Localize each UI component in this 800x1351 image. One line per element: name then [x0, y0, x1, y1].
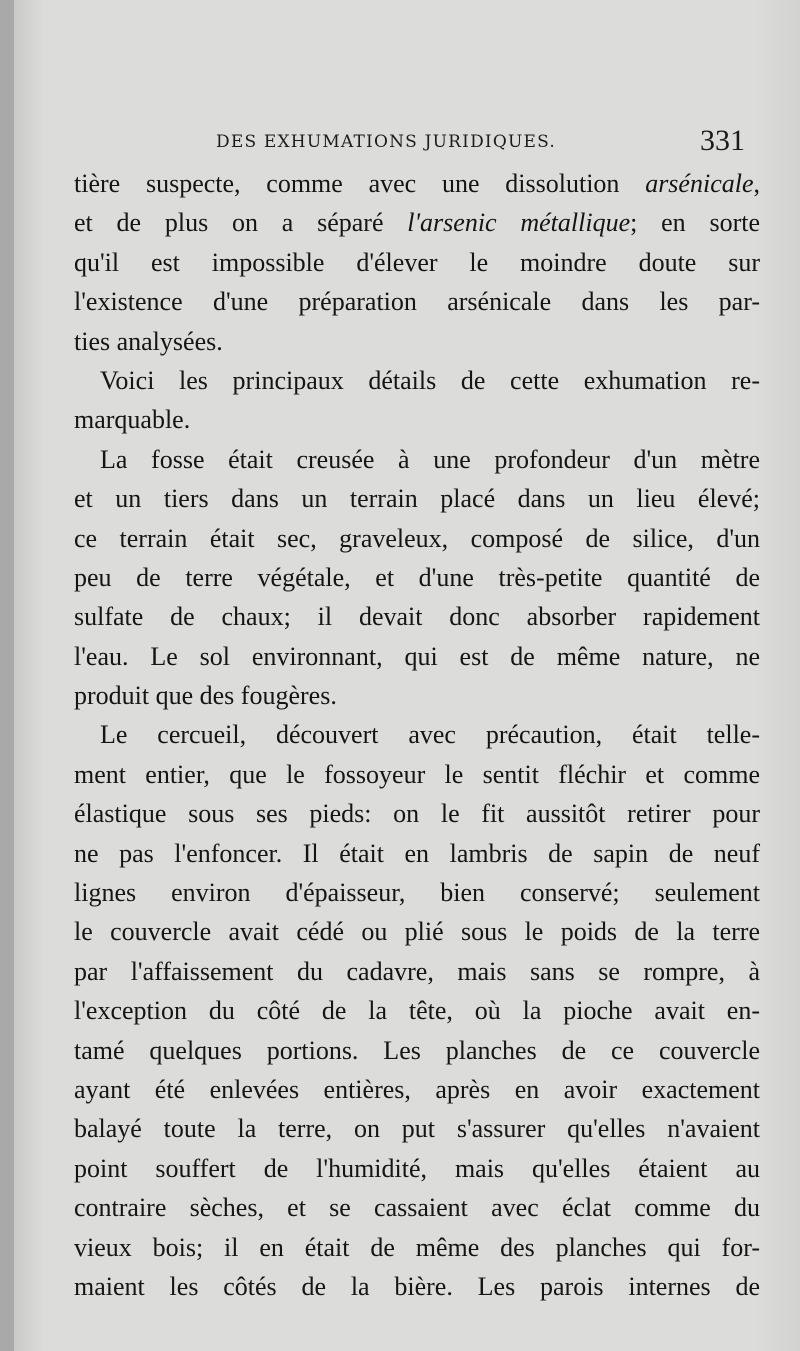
text-line: et un tiers dans un terrain placé dans un lieu élevé;: [74, 484, 760, 514]
text-line: l'existence d'une préparation arsénicale dans les par-: [74, 287, 760, 317]
text-line: marquable.: [74, 405, 191, 435]
text-line: ce terrain était sec, graveleux, composé de silice, d'un: [74, 523, 760, 553]
running-title: DES EXHUMATIONS JURIDIQUES.: [216, 132, 556, 152]
text-line: ment entier, que le fossoyeur le sentit fléchir et comme: [74, 759, 760, 789]
text-line: tamé quelques portions. Les planches de ce couvercle: [74, 1035, 760, 1065]
text-line: Voici les principaux détails de cette exhumation re-: [100, 365, 760, 395]
book-page: [14, 0, 800, 1351]
text-line: sulfate de chaux; il devait donc absorber rapidement: [74, 602, 760, 632]
text-line: l'exception du côté de la tête, où la pioche avait en-: [74, 996, 760, 1026]
text-line: contraire sèches, et se cassaient avec éclat comme du: [74, 1193, 760, 1223]
text-line: maient les côtés de la bière. Les parois internes de: [74, 1271, 760, 1301]
text-line: l'eau. Le sol environnant, qui est de même nature, ne: [74, 641, 760, 671]
text-line: qu'il est impossible d'élever le moindre doute sur: [74, 247, 760, 277]
text-line: ties analysées.: [74, 326, 223, 356]
text-line: point souffert de l'humidité, mais qu'elles étaient au: [74, 1153, 760, 1183]
page-number: 331: [700, 124, 745, 157]
page-header: [14, 122, 800, 162]
text-line: Le cercueil, découvert avec précaution, était telle-: [100, 720, 760, 750]
text-line: La fosse était creusée à une profondeur d'un mètre: [100, 444, 760, 474]
text-line: produit que des fougères.: [74, 681, 337, 711]
text-line: et de plus on a séparé l'arsenic métallique; en sorte: [74, 208, 760, 238]
text-line: élastique sous ses pieds: on le fit aussitôt retirer pour: [74, 799, 760, 829]
body-text: [74, 164, 760, 1306]
text-line: balayé toute la terre, on put s'assurer qu'elles n'avaient: [74, 1114, 760, 1144]
text-line: lignes environ d'épaisseur, bien conservé; seulement: [74, 878, 760, 908]
text-line: peu de terre végétale, et d'une très-petite quantité de: [74, 562, 760, 592]
text-line: ayant été enlevées entières, après en avoir exactement: [74, 1074, 760, 1104]
text-line: le couvercle avait cédé ou plié sous le poids de la terre: [74, 917, 760, 947]
text-line: tière suspecte, comme avec une dissolution arsénicale,: [74, 169, 760, 198]
text-line: vieux bois; il en était de même des planches qui for-: [74, 1232, 760, 1262]
text-line: ne pas l'enfoncer. Il était en lambris de sapin de neuf: [74, 838, 760, 868]
text-line: par l'affaissement du cadavre, mais sans se rompre, à: [74, 956, 760, 986]
